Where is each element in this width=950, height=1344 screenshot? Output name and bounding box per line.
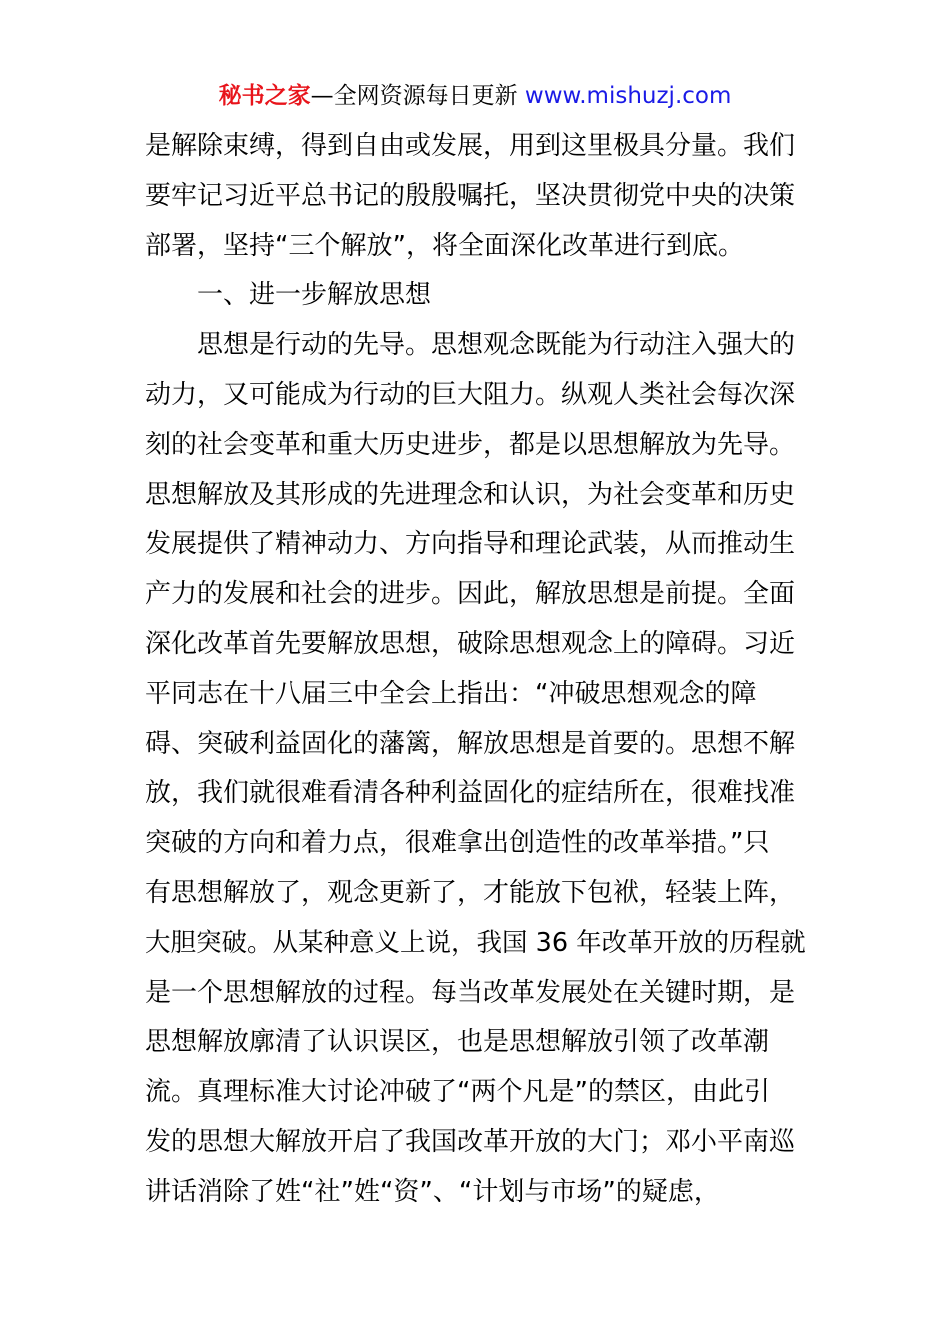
site-slogan: —全网资源每日更新 <box>310 83 518 109</box>
site-url-link[interactable]: www.mishuzj.com <box>524 83 732 109</box>
text-line: 讲话消除了姓“社”姓“资”、“计划与市场”的疑虑， <box>145 1176 720 1207</box>
text-line: 平同志在十八届三中全会上指出：“冲破思想观念的障 <box>145 678 757 709</box>
text-line: 发的思想大解放开启了我国改革开放的大门；邓小平南巡 <box>145 1126 796 1157</box>
text-line: 部署，坚持“三个解放”，将全面深化改革进行到底。 <box>145 230 744 261</box>
text-line: 思想解放廓清了认识误区，也是思想解放引领了改革潮 <box>145 1027 770 1058</box>
text-line: 是一个思想解放的过程。每当改革发展处在关键时期，是 <box>145 977 796 1008</box>
text-line: 思想是行动的先导。思想观念既能为行动注入强大的 <box>197 330 796 361</box>
text-line: 思想解放及其形成的先进理念和认识，为社会变革和历史 <box>145 479 796 510</box>
text-line: 动力，又可能成为行动的巨大阻力。纵观人类社会每次深 <box>145 379 796 410</box>
text-line: 放，我们就很难看清各种利益固化的症结所在，很难找准 <box>145 778 796 809</box>
site-brand: 秘书之家 <box>218 83 311 109</box>
text-line: 有思想解放了，观念更新了，才能放下包袱，轻装上阵， <box>145 877 796 908</box>
site-header <box>0 80 950 112</box>
text-line: 发展提供了精神动力、方向指导和理论武装，从而推动生 <box>145 529 796 560</box>
text-line: 流。真理标准大讨论冲破了“两个凡是”的禁区，由此引 <box>145 1077 770 1108</box>
text-line: 要牢记习近平总书记的殷殷嘱托，坚决贯彻党中央的决策 <box>145 180 796 211</box>
text-line: 是解除束缚，得到自由或发展，用到这里极具分量。我们 <box>145 131 796 161</box>
section-heading: 一、进一步解放思想 <box>197 280 432 311</box>
text-line: 刻的社会变革和重大历史进步，都是以思想解放为先导。 <box>145 429 796 460</box>
text-line: 大胆突破。从某种意义上说，我国 36 年改革开放的历程就 <box>145 927 806 958</box>
text-line: 突破的方向和着力点，很难拿出创造性的改革举措。”只 <box>145 828 770 859</box>
text-line: 产力的发展和社会的进步。因此，解放思想是前提。全面 <box>145 579 796 610</box>
document-body <box>145 122 810 1218</box>
text-line: 碍、突破利益固化的藩篱，解放思想是首要的。思想不解 <box>145 728 796 759</box>
text-line: 深化改革首先要解放思想，破除思想观念上的障碍。习近 <box>145 628 796 659</box>
